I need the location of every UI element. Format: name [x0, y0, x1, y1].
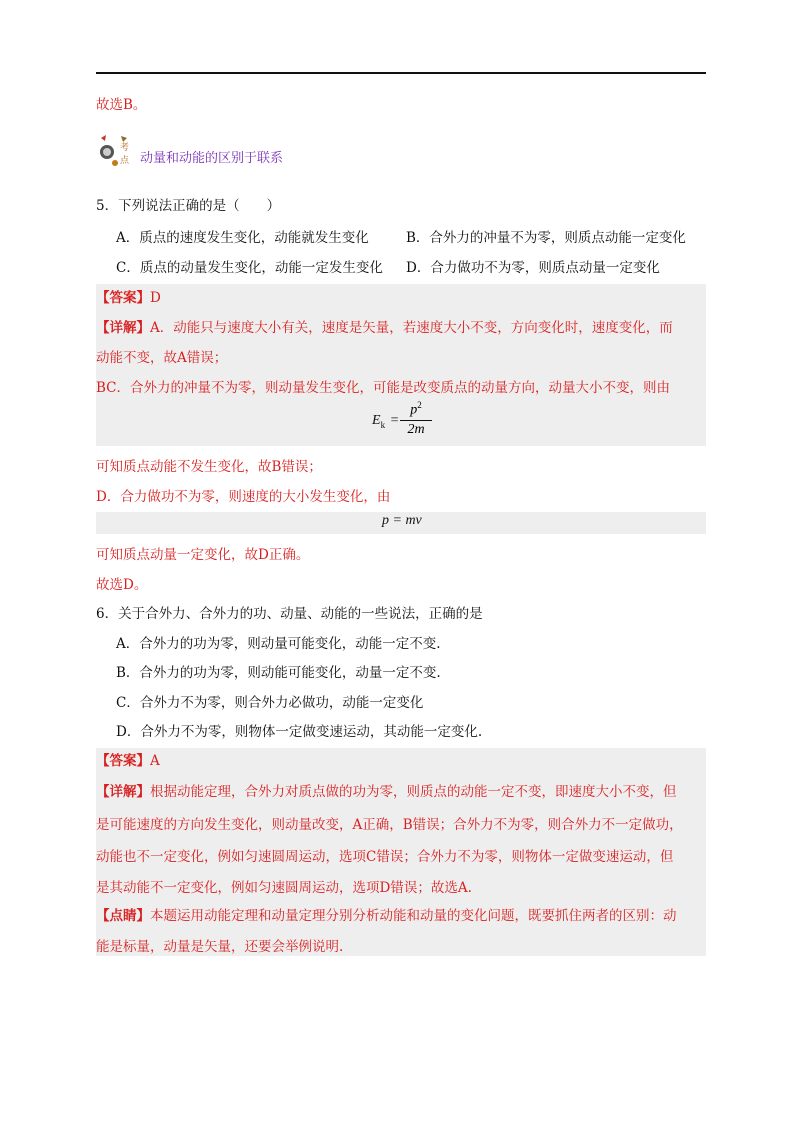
topic-badge-top: 考 — [120, 143, 130, 153]
formula1-sub: k — [380, 419, 386, 430]
q5-option-b: B．合外力的冲量不为零，则质点动能一定变化 — [406, 230, 686, 246]
q5-detail-d-line2: 可知质点动量一定变化，故D正确。 — [96, 547, 310, 563]
prev-conclusion: 故选B。 — [96, 97, 147, 113]
q5-stem: 5．下列说法正确的是（ ） — [96, 198, 281, 214]
formula1-sup: 2 — [417, 400, 422, 410]
q6-detail-line1 — [96, 782, 677, 802]
q5-detail-bc-line2: 可知质点动能不发生变化，故B错误； — [96, 459, 322, 475]
fraction-bar — [400, 420, 432, 421]
q6-option-b: B．合外力的功为零，则动能可能变化，动量一定不变. — [116, 665, 441, 681]
formula1-num: p — [410, 402, 418, 418]
q5-option-c: C．质点的动量发生变化，动能一定发生变化 — [116, 260, 383, 276]
q5-option-a: A．质点的速度发生变化，动能就发生变化 — [116, 230, 369, 246]
q5-conclusion: 故选D。 — [96, 577, 148, 593]
q6-stem: 6．关于合外力、合外力的功、动量、动能的一些说法，正确的是 — [96, 606, 483, 622]
q6-answer — [96, 751, 160, 771]
q6-answer-tag: 【答案】 — [96, 753, 150, 769]
q5-detail-a-line1 — [96, 318, 673, 338]
q6-option-a: A．合外力的功为零，则动量可能变化，动能一定不变. — [116, 636, 441, 652]
topic-badge-icon — [97, 132, 135, 170]
q6-detail-line4: 是其动能不一定变化，例如匀速圆周运动，选项D错误；故选A. — [96, 880, 472, 896]
q6-detail-text: 根据动能定理，合外力对质点做的功为零，则质点的动能一定不变，即速度大小不变，但 — [150, 784, 677, 800]
q5-detail-a-text: A．动能只与速度大小有关，速度是矢量，若速度大小不变，方向变化时，速度变化，而 — [150, 320, 673, 336]
formula-kinetic-energy-fraction — [396, 400, 436, 438]
formula-momentum: p = mv — [382, 513, 422, 528]
q5-option-d: D．合力做功不为零，则质点动量一定变化 — [406, 260, 660, 276]
header-rule — [96, 72, 706, 74]
q6-option-d: D．合外力不为零，则物体一定做变速运动，其动能一定变化. — [116, 724, 483, 740]
q6-detail-tag: 【详解】 — [96, 784, 150, 800]
q5-answer-tag: 【答案】 — [96, 290, 150, 306]
q5-detail-d-line1: D．合力做功不为零，则速度的大小发生变化，由 — [96, 489, 391, 505]
formula1-den: 2m — [407, 421, 425, 437]
topic-label: 动量和动能的区别于联系 — [140, 151, 284, 166]
q6-detail-line2: 是可能速度的方向发生变化，则动量改变，A正确，B错误；合外力不为零，则合外力不一定做功， — [96, 817, 683, 833]
q6-option-c: C．合外力不为零，则合外力必做功，动能一定变化 — [116, 695, 424, 711]
topic-badge-bottom: 点 — [120, 156, 130, 166]
formula-kinetic-energy-lhs — [372, 413, 398, 430]
q5-detail-tag: 【详解】 — [96, 320, 150, 336]
formula1-lhs: E — [372, 413, 381, 428]
q5-detail-bc-line1: BC．合外力的冲量不为零，则动量发生变化，可能是改变质点的动量方向，动量大小不变，则由 — [96, 380, 670, 396]
q5-detail-a-line2: 动能不变，故A错误； — [96, 350, 228, 366]
q6-answer-value: A — [150, 753, 160, 769]
q6-detail-line3: 动能也不一定变化，例如匀速圆周运动，选项C错误；合外力不为零，则物体一定做变速运动，但 — [96, 849, 674, 865]
q6-comment-line2: 能是标量，动量是矢量，还要会举例说明. — [96, 939, 344, 955]
q5-answer-value: D — [150, 290, 161, 306]
q6-comment-line1 — [96, 906, 677, 926]
q5-answer — [96, 288, 161, 308]
q6-comment-tag: 【点睛】 — [96, 908, 150, 924]
q6-comment-text: 本题运用动能定理和动量定理分别分析动能和动量的变化问题，既要抓住两者的区别：动 — [150, 908, 677, 924]
formula1-eq: = — [390, 413, 399, 428]
